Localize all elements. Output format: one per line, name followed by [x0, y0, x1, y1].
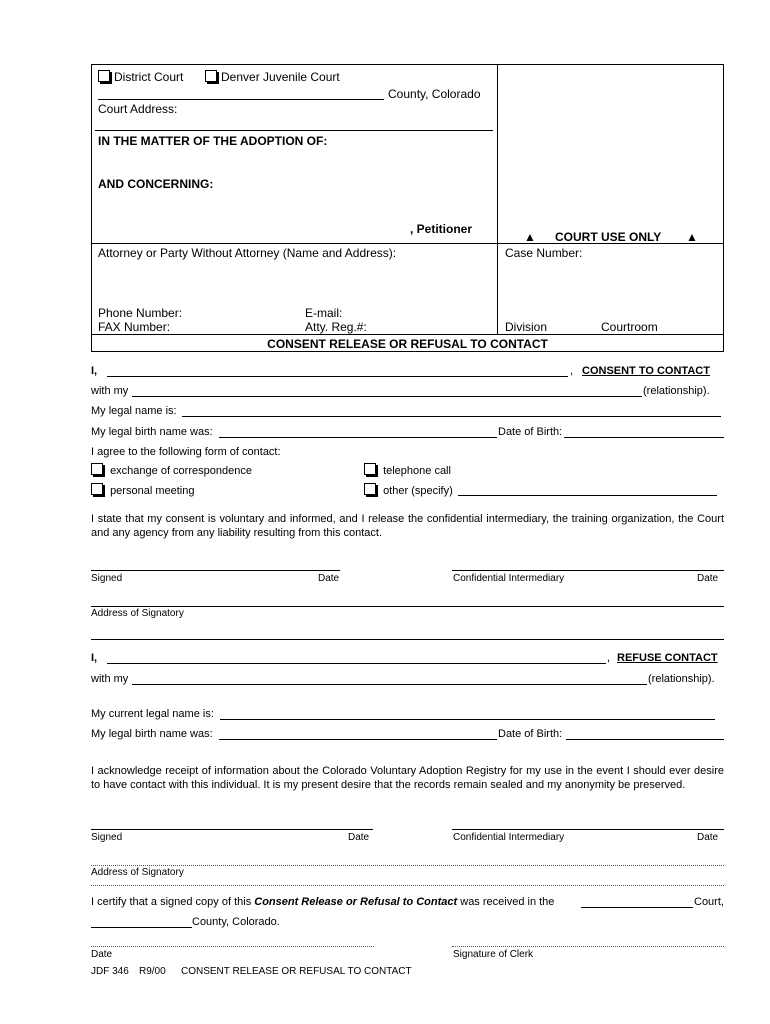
refuse-birth-name-line[interactable]: [219, 739, 497, 740]
consent-signature-line[interactable]: [91, 570, 340, 571]
court-address-label: Court Address:: [98, 102, 178, 116]
up-arrow-icon: ▲: [524, 230, 536, 244]
option-correspondence[interactable]: exchange of correspondence: [91, 463, 252, 477]
refuse-address-line[interactable]: [91, 865, 724, 866]
case-number-label: Case Number:: [505, 246, 583, 260]
division-label: Division: [505, 320, 548, 334]
attorney-label: Attorney or Party Without Attorney (Name and Address):: [98, 246, 397, 260]
checkbox-icon[interactable]: [98, 70, 110, 82]
refuse-current-name-line[interactable]: [220, 719, 715, 720]
certify-text: I certify that a signed copy of this Consent Release or Refusal to Contact was received in the: [91, 896, 555, 908]
clerk-signature-label: Signature of Clerk: [453, 949, 534, 960]
consent-legal-name-label: My legal name is:: [91, 405, 177, 417]
certify-county-line[interactable]: [91, 927, 192, 928]
option-meeting[interactable]: personal meeting: [91, 483, 194, 497]
refuse-dob-label: Date of Birth:: [498, 728, 563, 740]
county-suffix: County, Colorado: [388, 87, 481, 101]
consent-dob-label: Date of Birth:: [498, 426, 563, 438]
consent-statement: I state that my consent is voluntary and informed, and I release the confidential intermediary, the training organization, the Court and any agency from any liability resulting from this contact.: [91, 513, 724, 539]
section-divider: [91, 885, 724, 886]
consent-intermediary-label: Confidential Intermediary: [453, 573, 565, 584]
atty-reg-label: Atty. Reg.#:: [305, 320, 367, 334]
certify-date-label: Date: [91, 949, 113, 960]
consent-relationship: (relationship).: [643, 385, 710, 397]
court-use-only: COURT USE ONLY: [555, 230, 662, 244]
petitioner-label: , Petitioner: [410, 222, 473, 236]
refuse-with-my: with my: [91, 673, 129, 685]
caption-box: [91, 64, 724, 352]
consent-dob-line[interactable]: [564, 437, 724, 438]
refuse-dob-line[interactable]: [566, 739, 724, 740]
form-revision: R9/00: [139, 966, 166, 977]
consent-date-label: Date: [318, 573, 340, 584]
checkbox-icon[interactable]: [91, 463, 103, 475]
option-telephone[interactable]: telephone call: [364, 463, 451, 477]
refuse-intermediary-label: Confidential Intermediary: [453, 832, 565, 843]
other-specify-line[interactable]: [458, 495, 717, 496]
refuse-statement: I acknowledge receipt of information about the Colorado Voluntary Adoption Registry for my use in the event I should ever desire to have contact with this individual. It is my present desire that the records remain sealed and my anonymity be preserved.: [91, 765, 724, 791]
refuse-signature-line[interactable]: [91, 829, 373, 830]
refuse-comma: ,: [607, 652, 611, 664]
consent-comma: ,: [570, 365, 574, 377]
consent-intermediary-date-label: Date: [697, 573, 719, 584]
consent-address-line[interactable]: [91, 606, 724, 607]
caption-divider: [497, 64, 498, 335]
refuse-address-label: Address of Signatory: [91, 867, 184, 878]
form-id: JDF 346: [91, 966, 129, 977]
footer-title: CONSENT RELEASE OR REFUSAL TO CONTACT: [181, 966, 412, 977]
consent-with-my: with my: [91, 385, 129, 397]
option-other[interactable]: other (specify): [364, 483, 453, 497]
concerning-label: AND CONCERNING:: [98, 177, 214, 191]
certify-court-label: Court,: [694, 896, 724, 908]
refuse-relationship: (relationship).: [648, 673, 715, 685]
section-divider: [91, 639, 724, 640]
district-court-option[interactable]: District Court: [98, 70, 183, 84]
checkbox-icon[interactable]: [364, 463, 376, 475]
consent-i-label: I,: [91, 365, 98, 377]
clerk-signature-line[interactable]: [452, 946, 724, 947]
refuse-i-label: I,: [91, 652, 98, 664]
checkbox-icon[interactable]: [364, 483, 376, 495]
consent-intermediary-line[interactable]: [452, 570, 724, 571]
county-field-line[interactable]: [98, 99, 384, 100]
checkbox-icon[interactable]: [205, 70, 217, 82]
consent-address-label: Address of Signatory: [91, 608, 184, 619]
refuse-birth-name-label: My legal birth name was:: [91, 728, 213, 740]
refuse-intermediary-line[interactable]: [452, 829, 724, 830]
title-row-divider: [91, 334, 724, 335]
refuse-current-name-label: My current legal name is:: [91, 708, 214, 720]
refuse-heading: REFUSE CONTACT: [617, 652, 718, 664]
consent-relationship-line[interactable]: [132, 396, 642, 397]
certify-date-line[interactable]: [91, 946, 374, 947]
certify-court-line[interactable]: [581, 907, 693, 908]
consent-heading: CONSENT TO CONTACT: [582, 365, 710, 377]
email-label: E-mail:: [305, 306, 343, 320]
juvenile-court-option[interactable]: Denver Juvenile Court: [205, 70, 340, 84]
fax-label: FAX Number:: [98, 320, 171, 334]
refuse-intermediary-date-label: Date: [697, 832, 719, 843]
checkbox-icon[interactable]: [91, 483, 103, 495]
consent-birth-name-label: My legal birth name was:: [91, 426, 213, 438]
consent-birth-name-line[interactable]: [219, 437, 497, 438]
agree-label: I agree to the following form of contact:: [91, 446, 281, 458]
refuse-name-line[interactable]: [107, 663, 606, 664]
consent-legal-name-line[interactable]: [182, 416, 721, 417]
refuse-relationship-line[interactable]: [132, 684, 647, 685]
phone-label: Phone Number:: [98, 306, 183, 320]
form-title: CONSENT RELEASE OR REFUSAL TO CONTACT: [267, 337, 548, 351]
court-address-line[interactable]: [95, 130, 493, 131]
certify-county-label: County, Colorado.: [192, 916, 280, 928]
consent-name-line[interactable]: [107, 376, 568, 377]
consent-signed-label: Signed: [91, 573, 123, 584]
courtroom-label: Courtroom: [601, 320, 658, 334]
matter-label: IN THE MATTER OF THE ADOPTION OF:: [98, 134, 328, 148]
refuse-signed-label: Signed: [91, 832, 123, 843]
refuse-date-label: Date: [348, 832, 370, 843]
up-arrow-icon: ▲: [686, 230, 698, 244]
